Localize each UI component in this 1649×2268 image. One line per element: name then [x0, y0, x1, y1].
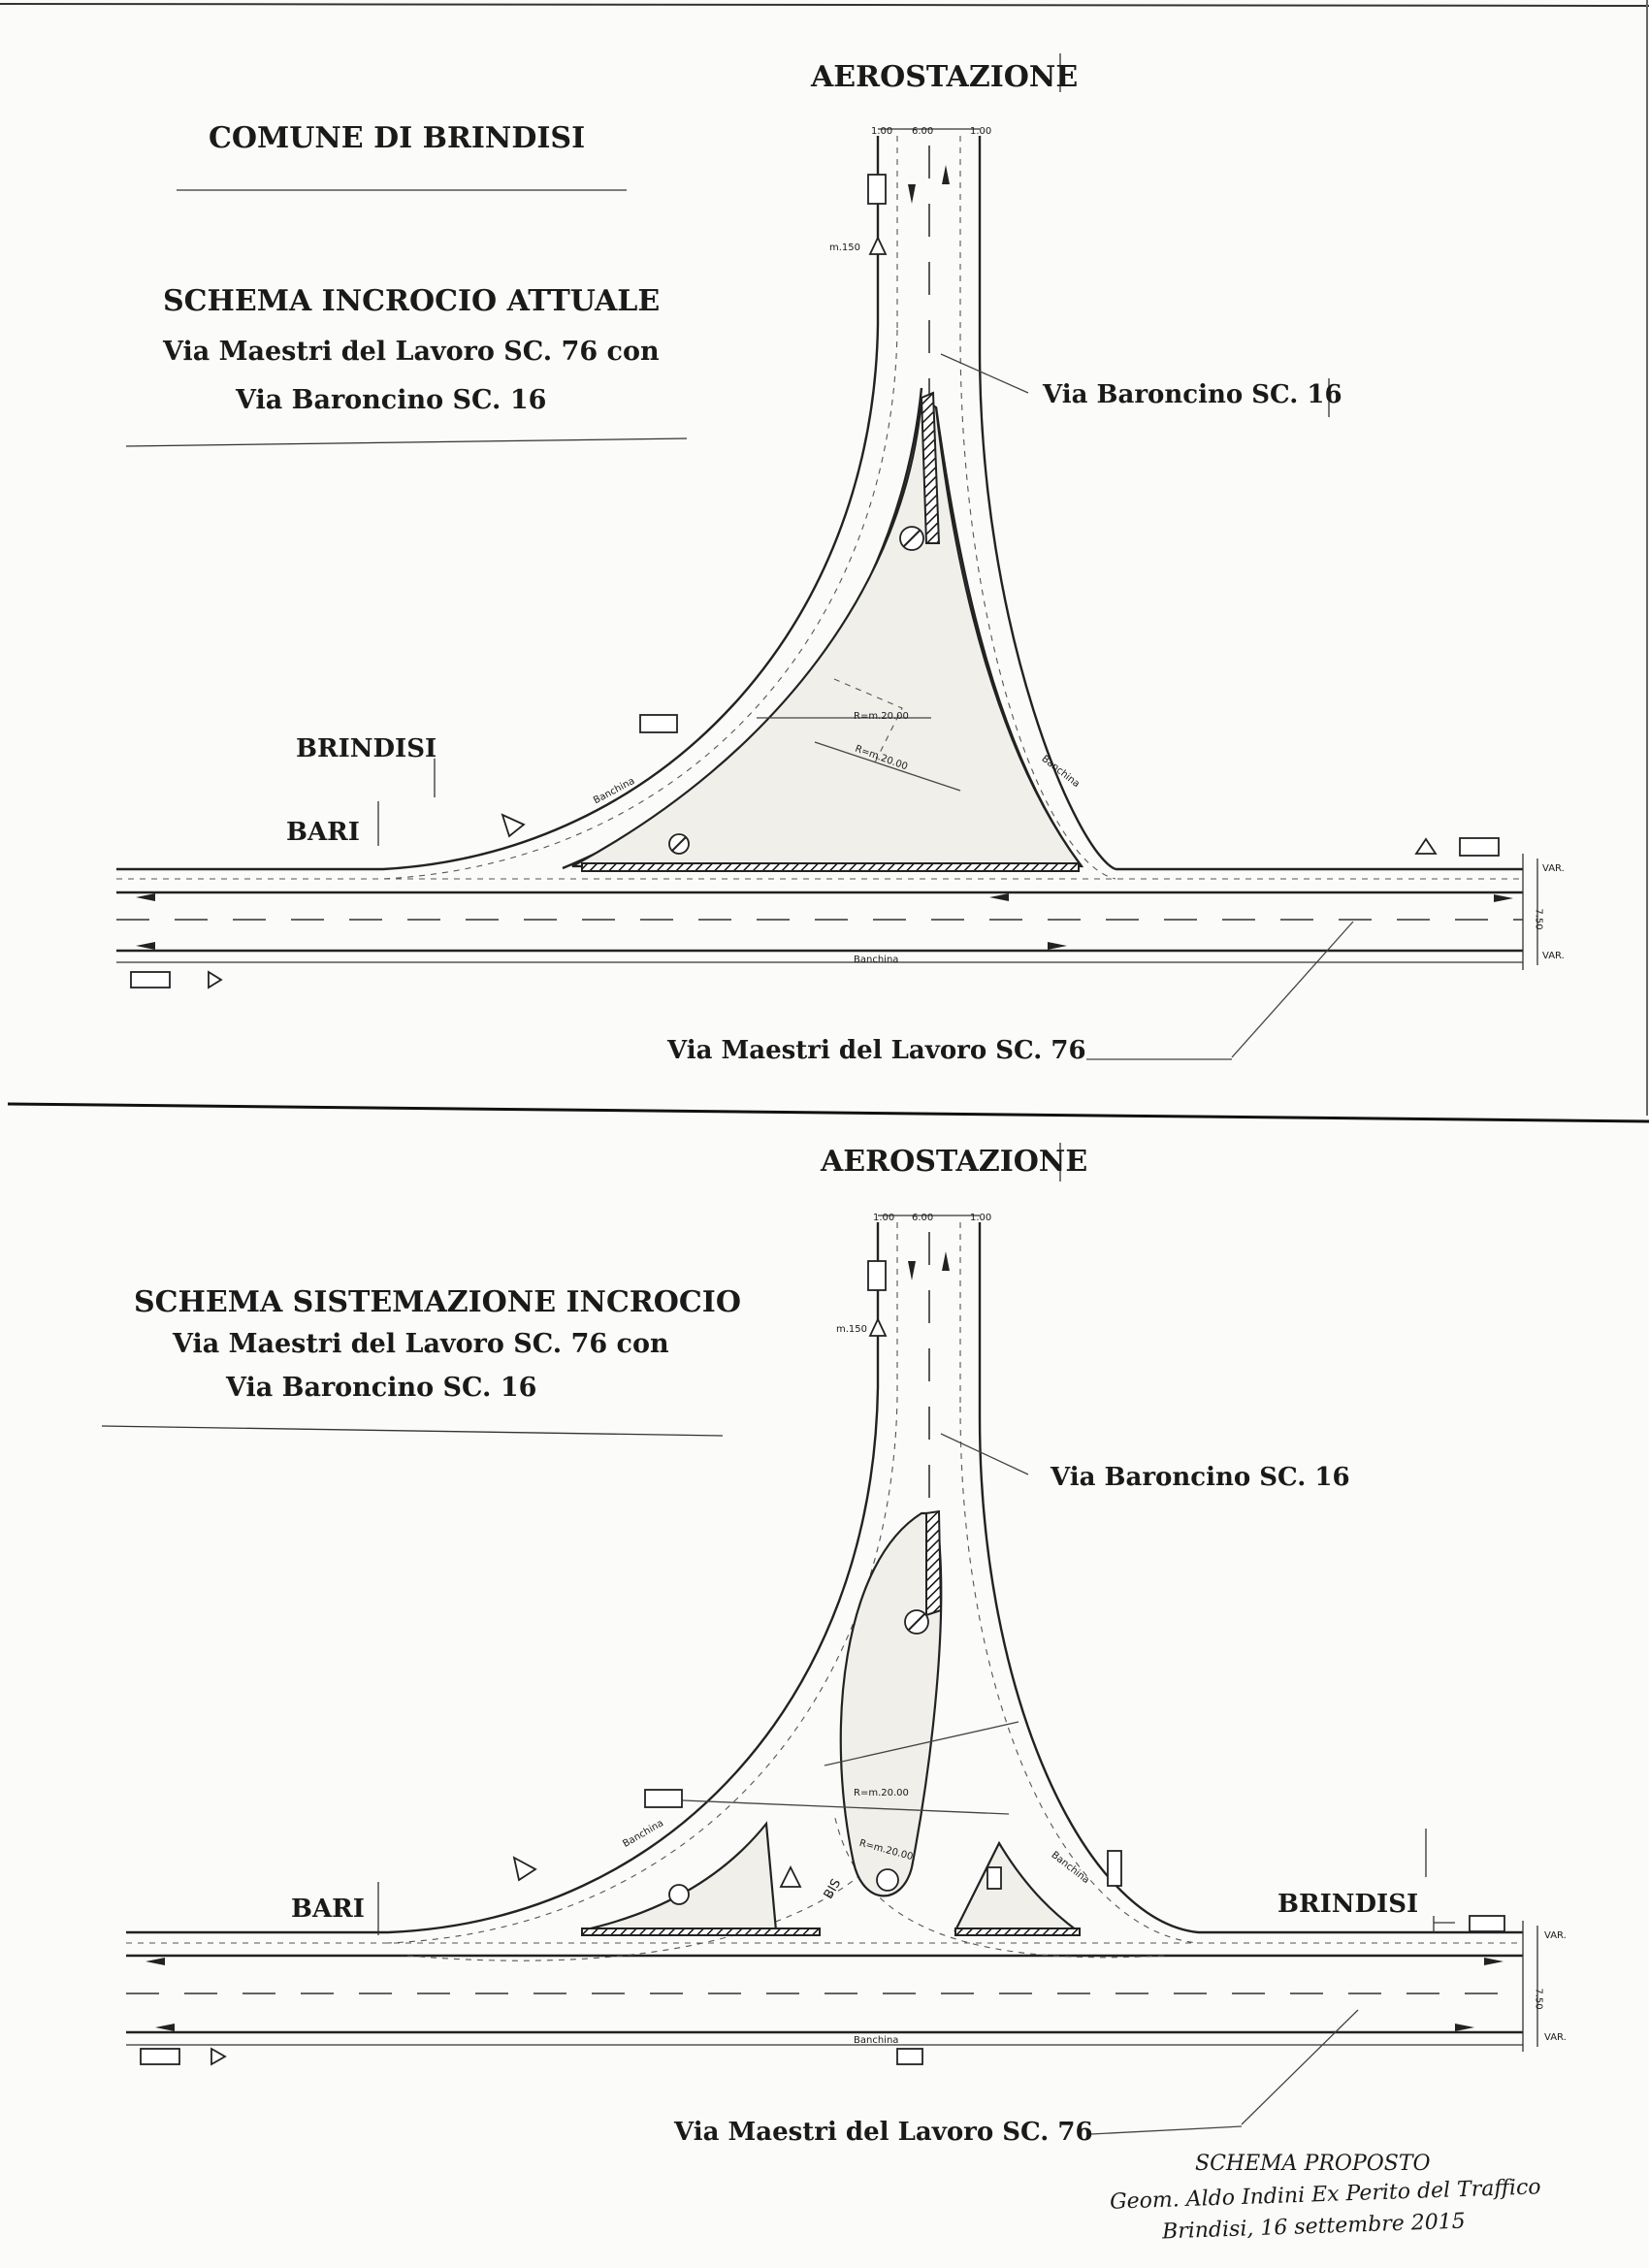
direction-panel-far-east [1470, 1916, 1504, 1931]
bottom-main-road-label: Via Maestri del Lavoro SC. 76 [674, 2118, 1093, 2147]
top-dim-right: 1.00 [970, 126, 992, 137]
bottom-branch-road-label: Via Baroncino SC. 16 [1051, 1463, 1350, 1492]
scan-edge-top [0, 4, 1649, 6]
keep-left-sign [877, 1869, 898, 1891]
top-scheme-title: SCHEMA INCROCIO ATTUALE [163, 284, 661, 318]
top-traffic-island [572, 393, 1082, 871]
west-triangle-island [582, 1824, 776, 1930]
top-shoulder-2: Banchina [1039, 753, 1082, 791]
bottom-scheme-subtitle-1: Via Maestri del Lavoro SC. 76 con [173, 1329, 669, 1359]
bottom-shoulder-2: Banchina [1049, 1849, 1091, 1887]
top-dim-sign: m.150 [829, 243, 861, 253]
footer-line-2: Geom. Aldo Indini Ex Perito del Traffico [1109, 2175, 1541, 2215]
sign-south [897, 2049, 922, 2064]
direction-sign-north [868, 1261, 886, 1290]
top-shoulder-1: Banchina [592, 775, 637, 807]
direction-panel-west [645, 1790, 682, 1807]
arrow-sign-southwest [211, 2049, 225, 2064]
warning-sign-north [870, 1319, 886, 1336]
top-intersection-plan [116, 53, 1537, 1059]
top-west-lower-label: BARI [286, 818, 360, 847]
island-post [987, 1867, 1001, 1889]
top-width-main: 7.50 [1533, 908, 1544, 930]
bottom-radius-1: R=m.20.00 [854, 1788, 909, 1798]
top-scheme-subtitle-2: Via Baroncino SC. 16 [236, 385, 547, 415]
top-dim-left: 1.00 [871, 126, 893, 137]
footer-line-3: Brindisi, 16 settembre 2015 [1161, 2209, 1467, 2245]
top-caption-rule [126, 438, 687, 446]
top-width-var-bottom: VAR. [1542, 951, 1565, 961]
main-label-leader [1232, 922, 1353, 1057]
main-label-leader [1242, 2010, 1358, 2124]
arrow-sign-southwest [209, 972, 221, 988]
bottom-dim-sign: m.150 [836, 1324, 868, 1335]
top-main-road-label: Via Maestri del Lavoro SC. 76 [667, 1036, 1086, 1065]
yield-sign-west [502, 815, 524, 836]
bottom-dim-left: 1.00 [873, 1213, 895, 1223]
bottom-radius-2: R=m.20.00 [857, 1837, 915, 1863]
bottom-width-var-bottom: VAR. [1544, 2032, 1567, 2043]
bottom-scheme-title: SCHEMA SISTEMAZIONE INCROCIO [134, 1285, 741, 1319]
direction-panel-west [640, 715, 677, 732]
top-radius-1: R=m.20.00 [854, 711, 909, 722]
bottom-dim-right: 1.00 [970, 1213, 992, 1223]
yield-sign-west [514, 1858, 535, 1880]
direction-panel-east [1108, 1851, 1121, 1886]
top-north-label: AEROSTAZIONE [811, 60, 1079, 94]
bottom-traffic-islands [582, 1511, 1080, 1935]
top-scheme-subtitle-1: Via Maestri del Lavoro SC. 76 con [163, 337, 660, 367]
top-branch-road-label: Via Baroncino SC. 16 [1043, 380, 1342, 409]
bottom-bis-mark: BIS [821, 1876, 845, 1902]
bottom-caption-rule [102, 1426, 723, 1436]
footer-line-1: SCHEMA PROPOSTO [1195, 2152, 1431, 2176]
top-west-upper-label: BRINDISI [296, 734, 437, 763]
bottom-west-label: BARI [291, 1895, 365, 1924]
bottom-east-label: BRINDISI [1277, 1890, 1419, 1919]
bottom-dim-center: 6.00 [912, 1213, 934, 1223]
branch-label-leader [941, 354, 1028, 393]
bottom-scheme-subtitle-2: Via Baroncino SC. 16 [226, 1373, 537, 1403]
municipality-title: COMUNE DI BRINDISI [209, 121, 586, 155]
top-radius-2: R=m.20.00 [853, 743, 910, 773]
bottom-width-var-top: VAR. [1544, 1930, 1567, 1941]
yield-marker [781, 1867, 800, 1887]
direction-panel-southwest [141, 2049, 179, 2064]
direction-panel-east [1460, 838, 1499, 856]
top-width-var-top: VAR. [1542, 863, 1565, 874]
bottom-shoulder-1: Banchina [621, 1818, 666, 1850]
sheet-divider [8, 1104, 1649, 1121]
branch-label-leader [941, 1434, 1028, 1474]
bottom-north-label: AEROSTAZIONE [821, 1145, 1088, 1179]
warning-sign-east [1416, 839, 1436, 854]
top-shoulder-3: Banchina [854, 955, 899, 965]
direction-panel-southwest [131, 972, 170, 988]
top-dim-center: 6.00 [912, 126, 934, 137]
warning-sign-north [870, 238, 886, 254]
bottom-width-main: 7.50 [1533, 1988, 1544, 2010]
direction-sign-north [868, 175, 886, 204]
bottom-shoulder-3: Banchina [854, 2035, 899, 2046]
keep-right-sign [669, 1885, 689, 1904]
